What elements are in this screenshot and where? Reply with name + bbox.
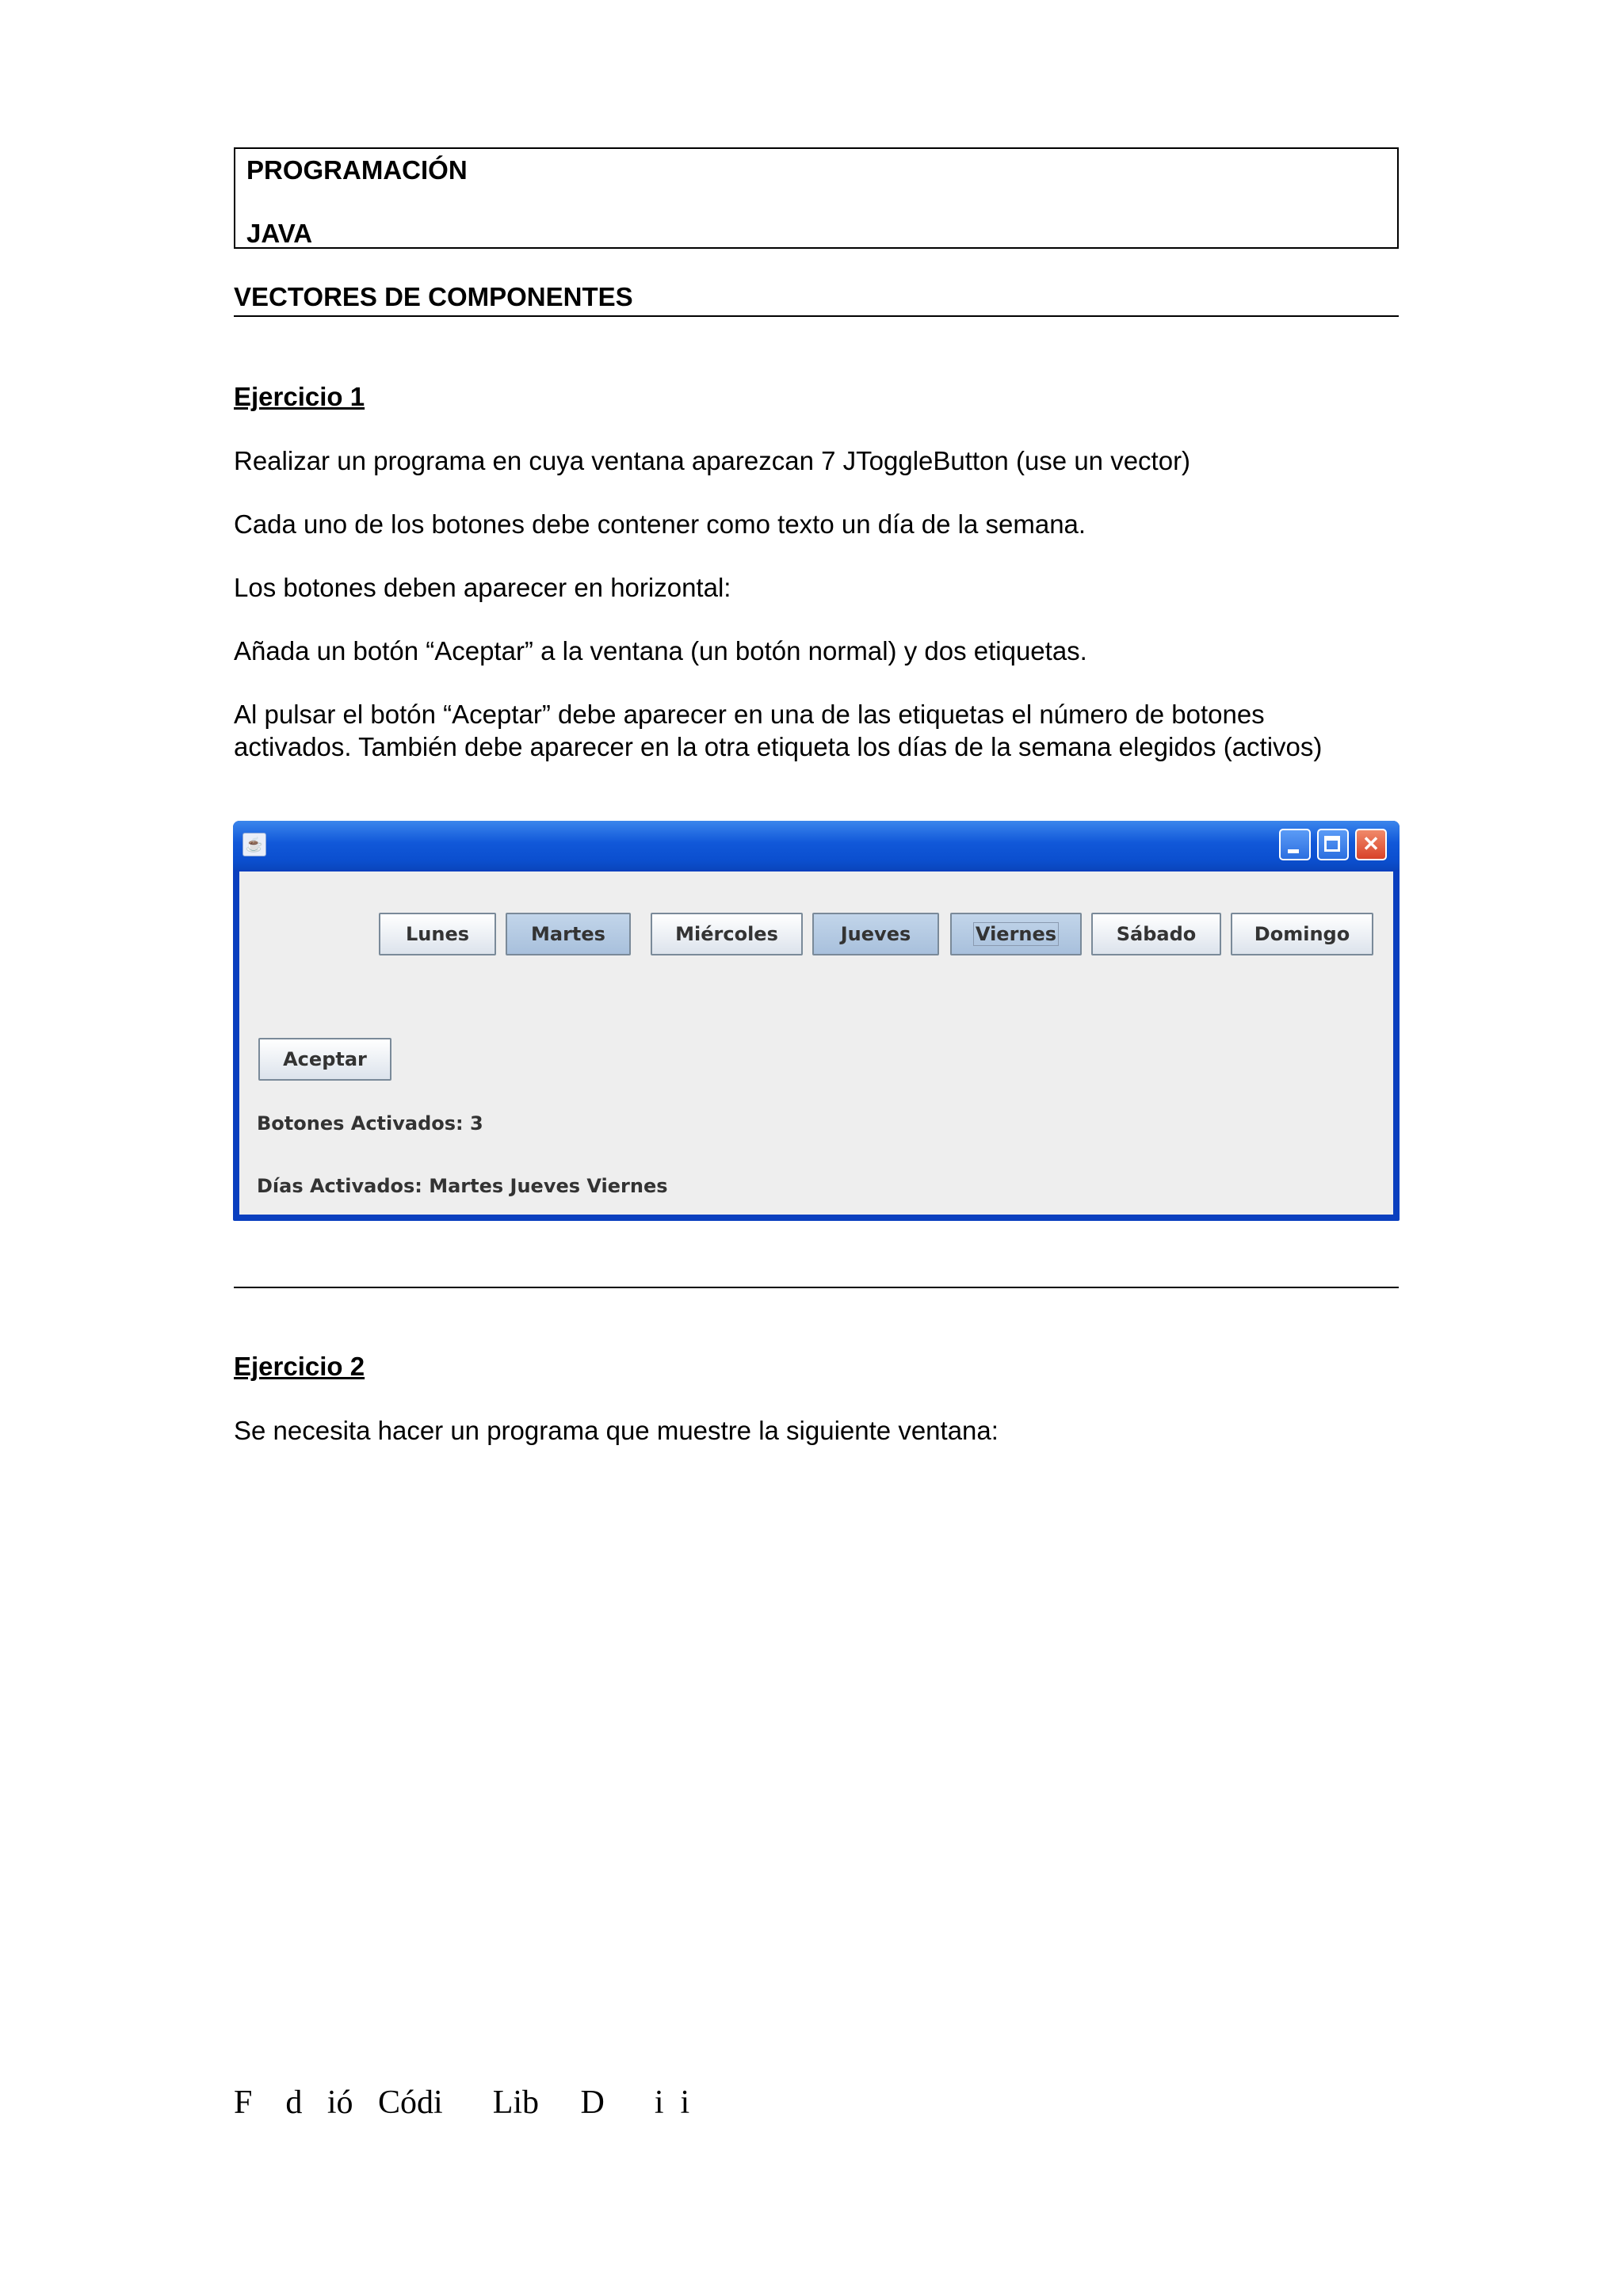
- activated-days-label: Días Activados: Martes Jueves Viernes: [257, 1175, 668, 1197]
- activated-count-label: Botones Activados: 3: [257, 1112, 483, 1135]
- java-cup-icon: ☕: [242, 833, 266, 856]
- exercise-1-title: Ejercicio 1: [234, 382, 365, 411]
- page-footer: F d ió Códi Lib D i i: [234, 2084, 690, 2121]
- header-box: [234, 147, 1399, 249]
- divider: [234, 1287, 1399, 1288]
- java-window-screenshot: [233, 821, 1400, 1221]
- header-topic: JAVA: [246, 219, 313, 248]
- toggle-button-lunes[interactable]: Lunes: [379, 913, 496, 955]
- close-icon[interactable]: ✕: [1355, 829, 1387, 860]
- header-subject: PROGRAMACIÓN: [246, 155, 468, 185]
- exercise-1-paragraph: activados. También debe aparecer en la otra etiqueta los días de la semana elegidos (activos): [234, 732, 1323, 761]
- exercise-1-paragraph: Los botones deben aparecer en horizontal:: [234, 573, 731, 602]
- section-title: VECTORES DE COMPONENTES: [234, 282, 1399, 317]
- exercise-1-paragraph: Añada un botón “Aceptar” a la ventana (un botón normal) y dos etiquetas.: [234, 636, 1087, 666]
- maximize-icon[interactable]: [1317, 829, 1349, 860]
- exercise-1-paragraph: Realizar un programa en cuya ventana aparezcan 7 JToggleButton (use un vector): [234, 446, 1191, 475]
- minimize-icon[interactable]: [1279, 829, 1311, 860]
- window-titlebar: [233, 821, 1400, 870]
- accept-button[interactable]: Aceptar: [258, 1038, 391, 1081]
- exercise-2-title: Ejercicio 2: [234, 1352, 365, 1381]
- toggle-button-martes[interactable]: Martes: [506, 913, 631, 955]
- toggle-button-jueves[interactable]: Jueves: [812, 913, 939, 955]
- window-content: [239, 871, 1393, 1215]
- exercise-1-paragraph: Cada uno de los botones debe contener como texto un día de la semana.: [234, 509, 1086, 539]
- toggle-button-miercoles[interactable]: Miércoles: [651, 913, 803, 955]
- exercise-1-paragraph: Al pulsar el botón “Aceptar” debe aparecer en una de las etiquetas el número de botones: [234, 700, 1265, 729]
- toggle-button-sabado[interactable]: Sábado: [1091, 913, 1221, 955]
- toggle-button-viernes[interactable]: [950, 913, 1082, 955]
- exercise-2-paragraph: Se necesita hacer un programa que muestre la siguiente ventana:: [234, 1416, 999, 1445]
- toggle-button-domingo[interactable]: Domingo: [1231, 913, 1373, 955]
- toggle-button-label: Viernes: [973, 922, 1059, 946]
